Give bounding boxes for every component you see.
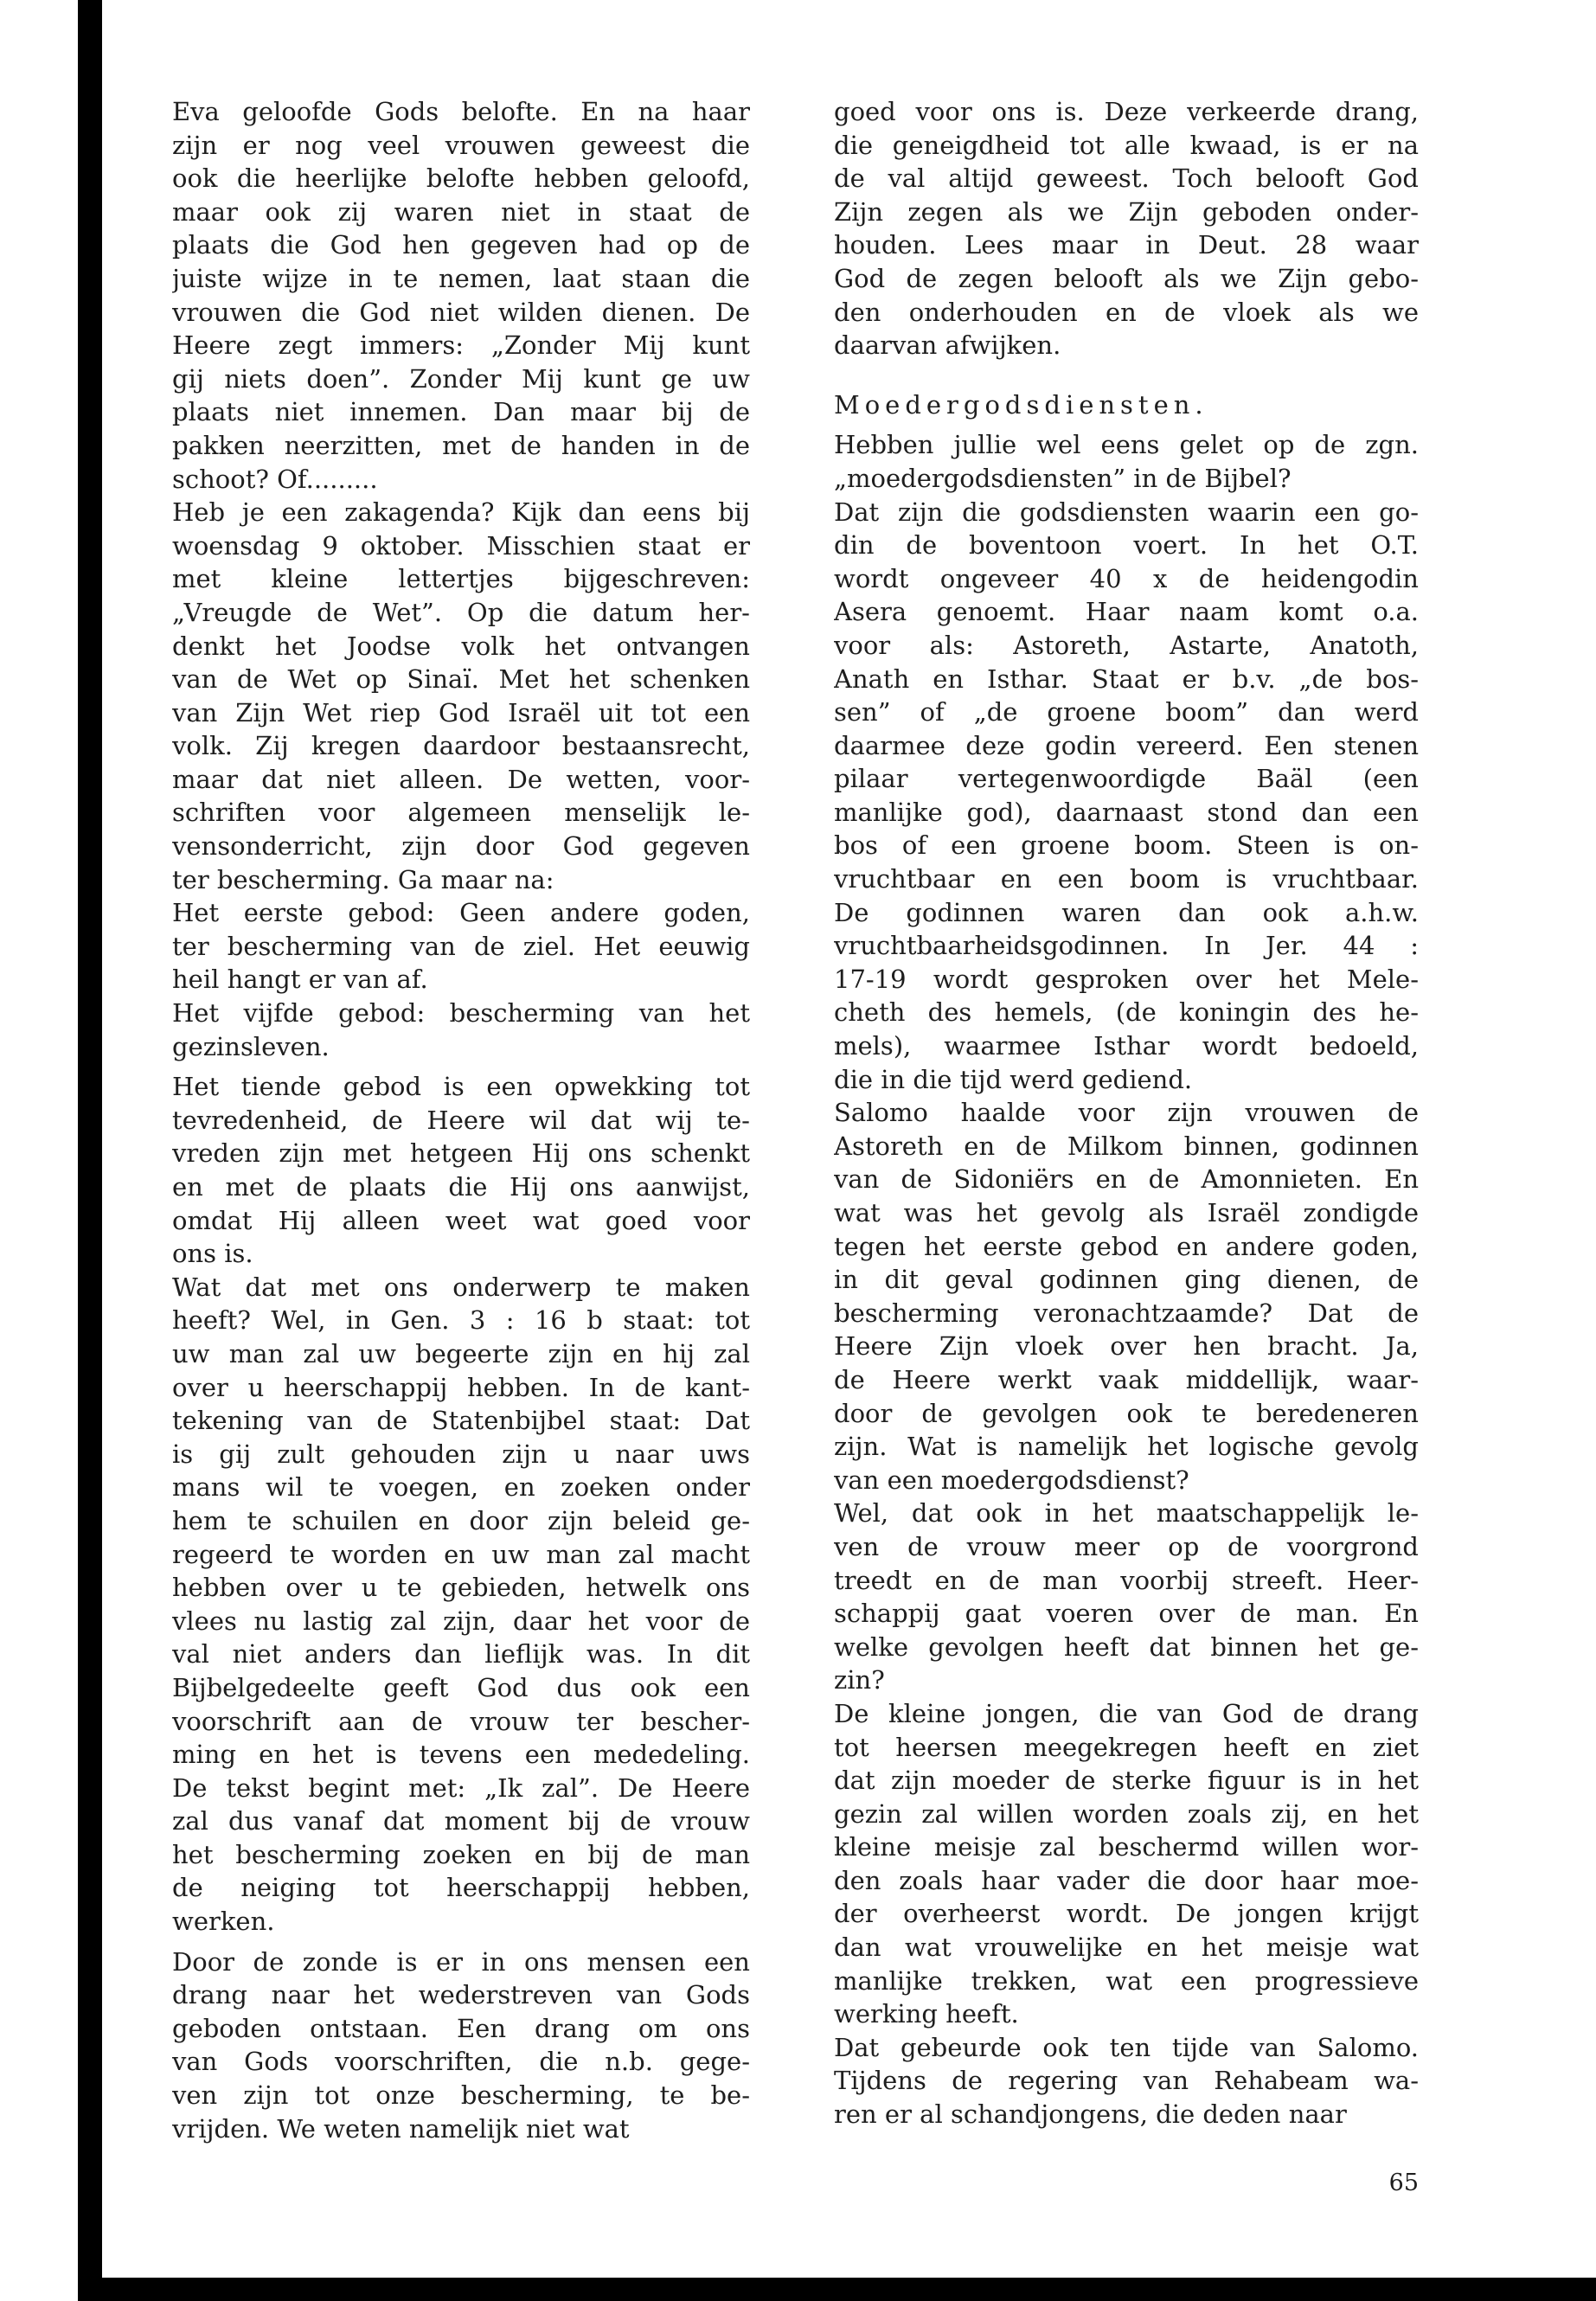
text-line: houden. Lees maar in Deut. 28 waar (834, 230, 1419, 260)
text-line: bescherming veronachtzaamde? Dat de (834, 1298, 1419, 1328)
text-line: geboden ontstaan. Een drang om ons (172, 2013, 750, 2043)
text-line: juiste wijze in te nemen, laat staan die (172, 263, 750, 293)
text-line: „moedergodsdiensten” in de Bijbel? (834, 463, 1292, 493)
text-line: schoot? Of......... (172, 464, 378, 494)
text-line: vruchtbaar en een boom is vruchtbaar. (834, 864, 1419, 894)
text-line: pilaar vertegenwoordigde Baäl (een (834, 764, 1419, 794)
text-line: pakken neerzitten, met de handen in de (172, 430, 750, 460)
page-number: 65 (1388, 2170, 1419, 2196)
text-line: vreden zijn met hetgeen Hij ons schenkt (172, 1138, 750, 1169)
text-line: „Vreugde de Wet”. Op die datum her- (172, 597, 750, 627)
text-line: Eva geloofde Gods belofte. En na haar (172, 97, 750, 126)
text-line: voorschrift aan de vrouw ter bescher- (172, 1706, 750, 1736)
text-line: ons is. (172, 1239, 253, 1269)
text-line: van Gods voorschriften, die n.b. gege- (172, 2047, 750, 2077)
text-line: dan wat vrouwelijke en het meisje wat (834, 1932, 1419, 1963)
text-line: ming en het is tevens een mededeling. (172, 1740, 750, 1770)
text-line: in dit geval godinnen ging dienen, de (834, 1265, 1419, 1295)
text-line: heil hangt er van af. (172, 965, 428, 995)
text-line: de val altijd geweest. Toch belooft God (834, 163, 1419, 194)
text-line: daarmee deze godin vereerd. Een stenen (834, 730, 1419, 760)
text-line: gezin zal willen worden zoals zij, en het (834, 1798, 1419, 1829)
paragraph-gap (834, 421, 1419, 428)
text-line: goed voor ons is. Deze verkeerde drang, (834, 97, 1419, 126)
text-line: schriften voor algemeen menselijk le- (172, 798, 750, 828)
text-line: daarvan afwijken. (834, 330, 1061, 361)
text-line: hem te schuilen en door zijn beleid ge- (172, 1505, 750, 1535)
text-line: Hebben jullie wel eens gelet op de zgn. (834, 430, 1419, 460)
text-line: die in die tijd werd gediend. (834, 1064, 1193, 1094)
text-line: der overheerst wordt. De jongen krijgt (834, 1899, 1419, 1929)
text-line: Het tiende gebod is een opwekking tot (172, 1072, 750, 1102)
section-heading: Moedergodsdiensten. (834, 389, 1208, 420)
scan-border-left (78, 0, 102, 2301)
text-line: din de boventoon voert. In het O.T. (834, 530, 1419, 561)
text-line: van Zijn Wet riep God Israël uit tot een (172, 697, 750, 727)
text-line: heeft? Wel, in Gen. 3 : 16 b staat: tot (172, 1305, 750, 1336)
text-line: Door de zonde is er in ons mensen een (172, 1946, 750, 1977)
text-line: vlees nu lastig zal zijn, daar het voor de (172, 1606, 750, 1636)
text-line: ven de vrouw meer op de voorgrond (834, 1531, 1419, 1561)
text-line: Asera genoemt. Haar naam komt o.a. (834, 597, 1419, 627)
text-line: gij niets doen”. Zonder Mij kunt ge uw (172, 363, 750, 394)
text-line: kleine meisje zal beschermd willen wor- (834, 1832, 1419, 1862)
text-line: wat was het gevolg als Israël zondigde (834, 1198, 1419, 1227)
text-line: de neiging tot heerschappij hebben, (172, 1873, 750, 1903)
text-line: mels), waarmee Isthar wordt bedoeld, (834, 1031, 1419, 1061)
text-line: over u heerschappij hebben. In de kant- (172, 1372, 750, 1402)
text-line: cheth des hemels, (de koningin des he- (834, 997, 1419, 1028)
text-line: bos of een groene boom. Steen is on- (834, 830, 1419, 861)
text-line: zin? (834, 1665, 885, 1695)
text-line: De tekst begint met: „Ik zal”. De Heere (172, 1772, 750, 1803)
text-line: Heb je een zakagenda? Kijk dan eens bij (172, 497, 750, 528)
text-line: hebben over u te gebieden, hetwelk ons (172, 1573, 750, 1603)
text-line: de Heere werkt vaak middellijk, waar- (834, 1364, 1419, 1394)
text-line: Wel, dat ook in het maatschappelijk le- (834, 1498, 1419, 1529)
text-line: is gij zult gehouden zijn u naar uws (172, 1439, 750, 1469)
text-line: Tijdens de regering van Rehabeam wa- (834, 2066, 1419, 2096)
text-line: woensdag 9 oktober. Misschien staat er (172, 530, 750, 561)
text-line: val niet anders dan lieflijk was. In dit (172, 1639, 750, 1670)
text-line: door de gevolgen ook te beredeneren (834, 1398, 1419, 1428)
text-line: drang naar het wederstreven van Gods (172, 1980, 750, 2010)
text-line: treedt en de man voorbij streeft. Heer- (834, 1565, 1419, 1595)
text-line: maar dat niet alleen. De wetten, voor- (172, 764, 750, 794)
text-line: Zijn zegen als we Zijn geboden onder- (834, 196, 1419, 227)
text-line: het bescherming zoeken en bij de man (172, 1839, 750, 1869)
text-line: Wat dat met ons onderwerp te maken (172, 1272, 750, 1302)
text-line: ren er al schandjongens, die deden naar (834, 2099, 1347, 2130)
text-line: en met de plaats die Hij ons aanwijst, (172, 1172, 750, 1202)
text-line: vruchtbaarheidsgodinnen. In Jer. 44 : (834, 931, 1419, 961)
text-line: plaats niet innemen. Dan maar bij de (172, 397, 750, 427)
text-line: omdat Hij alleen weet wat goed voor (172, 1205, 750, 1235)
text-line: mans wil te voegen, en zoeken onder (172, 1472, 750, 1503)
text-line: vrouwen die God niet wilden dienen. De (172, 297, 750, 327)
text-line: Salomo haalde voor zijn vrouwen de (834, 1098, 1419, 1128)
scan-border-bottom (78, 2278, 1596, 2301)
text-line: Heere Zijn vloek over hen bracht. Ja, (834, 1331, 1419, 1362)
paragraph-gap (172, 1063, 750, 1070)
text-line: met kleine lettertjes bijgeschreven: (172, 564, 750, 594)
text-line: manlijke trekken, wat een progressieve (834, 1965, 1419, 1996)
right-text-column (834, 95, 1419, 2131)
text-line: van een moedergodsdienst? (834, 1465, 1189, 1495)
text-line: sen” of „de groene boom” dan werd (834, 697, 1419, 727)
left-text-column (172, 95, 750, 2145)
text-line: Het eerste gebod: Geen andere goden, (172, 898, 750, 928)
text-line: ven zijn tot onze bescherming, te be- (172, 2080, 750, 2111)
text-line: ter bescherming van de ziel. Het eeuwig (172, 931, 750, 961)
text-line: uw man zal uw begeerte zijn en hij zal (172, 1338, 750, 1368)
text-line: maar ook zij waren niet in staat de (172, 196, 750, 227)
paragraph-gap (172, 1939, 750, 1945)
text-line: werking heeft. (834, 1999, 1019, 2029)
text-line: zal dus vanaf dat moment bij de vrouw (172, 1806, 750, 1836)
text-line: die geneigdheid tot alle kwaad, is er na (834, 130, 1419, 160)
text-line: schappij gaat voeren over de man. En (834, 1599, 1419, 1629)
text-line: werken. (172, 1907, 275, 1937)
text-line: Bijbelgedeelte geeft God dus ook een (172, 1672, 750, 1702)
section-gap (834, 362, 1419, 388)
text-line: den zoals haar vader die door haar moe- (834, 1865, 1419, 1895)
text-line: vensonderricht, zijn door God gegeven (172, 831, 750, 862)
text-line: tegen het eerste gebod en andere goden, (834, 1231, 1419, 1261)
text-line: dat zijn moeder de sterke figuur is in het (834, 1766, 1419, 1796)
text-line: volk. Zij kregen daardoor bestaansrecht, (172, 731, 750, 761)
text-line: denkt het Joodse volk het ontvangen (172, 631, 750, 661)
text-line: Dat zijn die godsdiensten waarin een go- (834, 497, 1419, 527)
text-line: Heere zegt immers: „Zonder Mij kunt (172, 330, 750, 361)
text-line: De godinnen waren dan ook a.h.w. (834, 897, 1419, 927)
text-line: welke gevolgen heeft dat binnen het ge- (834, 1631, 1419, 1662)
text-line: tot heersen meegekregen heeft en ziet (834, 1732, 1419, 1762)
text-line: regeerd te worden en uw man zal macht (172, 1539, 750, 1569)
text-line: plaats die God hen gegeven had op de (172, 230, 750, 260)
text-line: zijn. Wat is namelijk het logische gevolg (834, 1432, 1419, 1462)
text-line: God de zegen belooft als we Zijn gebo- (834, 263, 1419, 293)
text-line: Het vijfde gebod: bescherming van het (172, 998, 750, 1029)
text-line: Anath en Isthar. Staat er b.v. „de bos- (834, 663, 1419, 694)
text-line: Astoreth en de Milkom binnen, godinnen (834, 1131, 1419, 1161)
text-line: gezinsleven. (172, 1031, 330, 1061)
text-line: voor als: Astoreth, Astarte, Anatoth, (834, 630, 1419, 660)
text-line: ook die heerlijke belofte hebben geloofd, (172, 163, 750, 194)
text-line: manlijke god), daarnaast stond dan een (834, 797, 1419, 827)
text-line: tevredenheid, de Heere wil dat wij te- (172, 1105, 750, 1135)
text-line: zijn er nog veel vrouwen geweest die (172, 130, 750, 160)
text-line: Dat gebeurde ook ten tijde van Salomo. (834, 2032, 1419, 2062)
text-line: den onderhouden en de vloek als we (834, 297, 1419, 327)
text-line: wordt ongeveer 40 x de heidengodin (834, 563, 1419, 593)
text-line: van de Wet op Sinaï. Met het schenken (172, 664, 750, 695)
text-line: 17-19 wordt gesproken over het Mele- (834, 964, 1419, 994)
text-line: van de Sidoniërs en de Amonnieten. En (834, 1164, 1419, 1195)
text-line: vrijden. We weten namelijk niet wat (172, 2113, 630, 2144)
text-line: tekening van de Statenbijbel staat: Dat (172, 1406, 750, 1436)
text-line: ter bescherming. Ga maar na: (172, 864, 554, 894)
text-line: De kleine jongen, die van God de drang (834, 1698, 1419, 1728)
